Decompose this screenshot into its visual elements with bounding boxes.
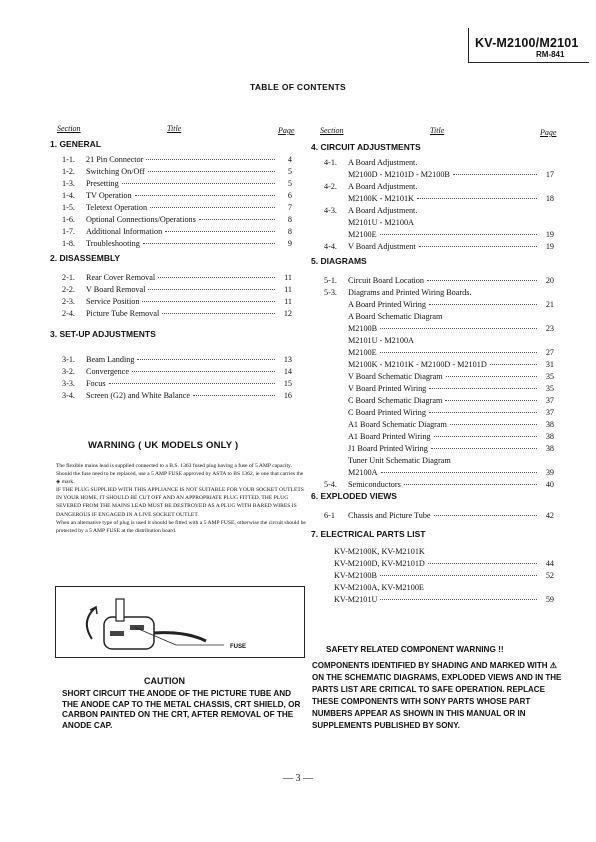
toc-entry-page: 37: [545, 408, 554, 417]
toc-entry-leader: [380, 234, 537, 235]
toc-entry-number: 5-4.: [324, 480, 337, 489]
caution-title: CAUTION: [144, 676, 185, 686]
toc-entry-label: M2101U - M2100A: [348, 218, 414, 227]
toc-entry-page: 38: [545, 432, 554, 441]
toc-entry: [62, 215, 292, 227]
left-col-page: Page: [278, 126, 295, 135]
toc-entry: [324, 372, 554, 384]
toc-title: TABLE OF CONTENTS: [249, 82, 347, 92]
toc-entry: [324, 324, 554, 336]
toc-entry-label: A Board Adjustment.: [348, 182, 418, 191]
right-col-section: Section: [320, 126, 344, 135]
toc-entry-leader: [135, 195, 275, 196]
toc-entry-number: 3-4.: [62, 391, 75, 400]
toc-entry-label: A1 Board Schematic Diagram: [348, 420, 447, 429]
toc-entry-label: M2100D - M2101D - M2100B: [348, 170, 450, 179]
section-4-list: [324, 158, 554, 254]
toc-entry-leader: [431, 448, 537, 449]
toc-entry-page: 39: [545, 468, 554, 477]
toc-entry-label: Beam Landing: [86, 355, 135, 364]
toc-entry-label: TV Operation: [86, 191, 132, 200]
toc-entry-label: V Board Schematic Diagram: [348, 372, 443, 381]
toc-entry-number: 2-3.: [62, 297, 75, 306]
toc-entry: [62, 355, 292, 367]
warning-title: WARNING ( UK MODELS ONLY ): [88, 440, 239, 451]
toc-entry-label: Service Position: [86, 297, 140, 306]
model-number: KV-M2100/M2101: [475, 36, 579, 50]
toc-entry-label: V Board Printed Wiring: [348, 384, 427, 393]
toc-entry: [324, 420, 554, 432]
toc-entry-label: Diagrams and Printed Wiring Boards.: [348, 288, 472, 297]
toc-entry-leader: [146, 159, 275, 160]
section-5-list: [324, 276, 554, 492]
section-2-title: 2. DISASSEMBLY: [50, 253, 121, 263]
toc-entry-label: C Board Schematic Diagram: [348, 396, 443, 405]
toc-entry-page: 9: [287, 239, 292, 248]
toc-entry-label: A Board Schematic Diagram: [348, 312, 443, 321]
toc-entry-leader: [158, 277, 275, 278]
toc-entry-page: 40: [545, 480, 554, 489]
section-2-list: [62, 273, 292, 321]
toc-entry: [62, 191, 292, 203]
toc-entry: [62, 227, 292, 239]
toc-entry-page: 16: [283, 391, 292, 400]
rm-number: RM-841: [536, 50, 565, 59]
safety-text: COMPONENTS IDENTIFIED BY SHADING AND MARKED WITH ⚠ ON THE SCHEMATIC DIAGRAMS, EXPLODED VIEWS AND IN THE PARTS LIST ARE CRITICAL TO SAFE OPERATION. REPLACE THESE COMPONENTS WITH SONY PARTS WHOSE PART NUMBERS APPEAR AS SHOWN IN THIS MANUAL OR IN SUPPLEMENTS PUBLISHED BY SONY.: [312, 661, 562, 730]
toc-entry-page: 5: [287, 167, 292, 176]
toc-entry: [324, 194, 554, 206]
toc-entry-page: 8: [287, 215, 292, 224]
page-number: — 3 —: [283, 773, 313, 784]
toc-entry: [324, 300, 554, 312]
toc-entry-label: 21 Pin Connector: [86, 155, 144, 164]
toc-entry-page: 11: [284, 285, 292, 294]
toc-entry-leader: [148, 171, 275, 172]
section-7-list: [324, 547, 554, 607]
toc-entry-leader: [404, 484, 537, 485]
toc-entry-leader: [199, 219, 275, 220]
toc-entry-label: M2100E: [348, 230, 377, 239]
plug-illustration: [56, 587, 304, 657]
right-col-page: Page: [540, 128, 557, 137]
toc-entry-leader: [427, 280, 537, 281]
section-3-title: 3. SET-UP ADJUSTMENTS: [50, 329, 156, 339]
toc-entry: [324, 408, 554, 420]
toc-entry-leader: [162, 313, 275, 314]
section-7-title: 7. ELECTRICAL PARTS LIST: [311, 529, 426, 539]
toc-entry-label: V Board Removal: [86, 285, 146, 294]
toc-entry-page: 8: [287, 227, 292, 236]
fuse-label: FUSE: [230, 644, 247, 650]
toc-entry-label: KV-M2100B: [334, 571, 377, 580]
toc-entry: [324, 547, 554, 559]
toc-entry: [324, 468, 554, 480]
toc-entry: [324, 170, 554, 182]
toc-entry-page: 11: [284, 297, 292, 306]
toc-entry-page: 21: [545, 300, 554, 309]
toc-entry-label: KV-M2101U: [334, 595, 378, 604]
toc-entry-page: 12: [283, 309, 292, 318]
toc-entry-number: 2-1.: [62, 273, 75, 282]
toc-entry-leader: [143, 243, 275, 244]
toc-entry-page: 37: [545, 396, 554, 405]
section-5-title: 5. DIAGRAMS: [311, 256, 367, 266]
toc-entry-leader: [148, 289, 275, 290]
toc-entry-label: Semiconductors: [348, 480, 401, 489]
toc-entry: [324, 242, 554, 254]
toc-entry: [324, 312, 554, 324]
toc-entry-page: 18: [545, 194, 554, 203]
toc-entry: [324, 571, 554, 583]
toc-entry-label: KV-M2100K, KV-M2101K: [334, 547, 425, 556]
toc-entry-leader: [428, 563, 537, 564]
toc-entry-leader: [380, 328, 537, 329]
warning-paragraph: When an alternative type of plug is used it should be fitted with a 5 AMP FUSE, otherwise the circuit should be protected by a 5 AMP FUSE at the distribution board.: [56, 519, 306, 534]
toc-entry-page: 59: [545, 595, 554, 604]
toc-entry-page: 42: [545, 511, 554, 520]
toc-entry-leader: [450, 424, 537, 425]
toc-entry: [324, 432, 554, 444]
toc-entry-page: 19: [545, 242, 554, 251]
toc-entry: [62, 391, 292, 403]
toc-entry-number: 1-1.: [62, 155, 75, 164]
toc-entry-number: 2-4.: [62, 309, 75, 318]
toc-entry-label: M2101U - M2100A: [348, 336, 414, 345]
toc-entry: [62, 367, 292, 379]
toc-entry-page: 5: [287, 179, 292, 188]
toc-entry-leader: [142, 301, 275, 302]
toc-entry-leader: [434, 515, 537, 516]
toc-entry: [62, 239, 292, 251]
toc-entry-label: M2100B: [348, 324, 378, 333]
toc-entry: [324, 444, 554, 456]
toc-entry-label: J1 Board Printed Wiring: [348, 444, 428, 453]
toc-entry-label: A1 Board Printed Wiring: [348, 432, 431, 441]
toc-entry-page: 35: [545, 372, 554, 381]
toc-entry: [324, 182, 554, 194]
toc-entry-label: A Board Adjustment.: [348, 158, 418, 167]
toc-entry-label: Rear Cover Removal: [86, 273, 156, 282]
toc-entry-label: KV-M2100A, KV-M2100E: [334, 583, 424, 592]
toc-entry-number: 2-2.: [62, 285, 75, 294]
toc-entry-page: 35: [545, 384, 554, 393]
toc-entry-leader: [122, 183, 275, 184]
toc-entry-leader: [453, 174, 537, 175]
toc-entry-leader: [417, 198, 537, 199]
toc-entry-number: 5-1.: [324, 276, 337, 285]
toc-entry: [324, 230, 554, 242]
toc-entry-label: Picture Tube Removal: [86, 309, 160, 318]
toc-entry-leader: [419, 246, 537, 247]
toc-entry: [324, 456, 554, 468]
toc-entry-leader: [380, 599, 537, 600]
toc-entry: [324, 288, 554, 300]
toc-entry: [62, 297, 292, 309]
toc-entry: [62, 273, 292, 285]
toc-entry: [324, 559, 554, 571]
section-3-list: [62, 355, 292, 403]
toc-entry-number: 6-1: [324, 511, 335, 520]
toc-entry-label: Screen (G2) and White Balance: [86, 391, 190, 400]
left-col-section: Section: [57, 124, 81, 133]
toc-entry-label: V Board Adjustment: [348, 242, 416, 251]
toc-entry-page: 6: [287, 191, 292, 200]
toc-entry-leader: [445, 400, 537, 401]
toc-entry-page: 23: [545, 324, 554, 333]
toc-entry: [62, 203, 292, 215]
toc-entry-leader: [137, 359, 275, 360]
warning-paragraph: IF THE PLUG SUPPLIED WITH THIS APPLIANCE IS NOT SUITABLE FOR YOUR SOCKET OUTLETS IN YOUR HOME, IT SHOULD BE CUT OFF AND AN APPROPRIATE PLUG FITTED. THE PLUG SEVERED FROM THE MAINS LEAD MUST BE DESTROYED AS A PLUG WITH BARED WIRES IS DANGEROUS IF ENGAGED IN A LIVE SOCKET OUTLET.: [56, 487, 304, 518]
section-1-list: [62, 155, 292, 251]
toc-entry: [324, 396, 554, 408]
toc-entry: [324, 276, 554, 288]
toc-entry: [324, 348, 554, 360]
section-6-title: 6. EXPLODED VIEWS: [311, 491, 397, 501]
toc-entry-label: Teletext Operation: [86, 203, 148, 212]
toc-entry: [324, 218, 554, 230]
toc-entry-label: Convergence: [86, 367, 130, 376]
toc-entry-label: A Board Adjustment.: [348, 206, 418, 215]
toc-entry-label: M2100A: [348, 468, 378, 477]
toc-entry: [324, 158, 554, 170]
toc-entry: [324, 206, 554, 218]
toc-entry-number: 1-8.: [62, 239, 75, 248]
toc-entry-page: 4: [287, 155, 292, 164]
toc-entry-number: 1-3.: [62, 179, 75, 188]
toc-entry-page: 31: [545, 360, 554, 369]
toc-entry: [62, 179, 292, 191]
toc-entry-page: 19: [545, 230, 554, 239]
toc-entry-label: Additional Information: [86, 227, 163, 236]
right-col-title: Title: [430, 126, 445, 135]
toc-entry: [62, 167, 292, 179]
toc-entry-leader: [380, 575, 537, 576]
toc-entry-label: M2100E: [348, 348, 377, 357]
toc-entry-label: Troubleshooting: [86, 239, 140, 248]
toc-entry: [324, 595, 554, 607]
toc-entry-page: 27: [545, 348, 554, 357]
toc-entry: [324, 336, 554, 348]
toc-entry: [62, 155, 292, 167]
toc-entry-label: KV-M2100D, KV-M2101D: [334, 559, 425, 568]
toc-entry-page: 17: [545, 170, 554, 179]
toc-entry-label: Focus: [86, 379, 106, 388]
toc-entry: [62, 309, 292, 321]
toc-entry-number: 1-6.: [62, 215, 75, 224]
toc-entry-label: M2100K - M2101K - M2100D - M2101D: [348, 360, 487, 369]
toc-entry-label: A Board Printed Wiring: [348, 300, 426, 309]
toc-entry-page: 20: [545, 276, 554, 285]
toc-entry-label: Presetting: [86, 179, 119, 188]
toc-entry-number: 5-3.: [324, 288, 337, 297]
toc-entry-leader: [490, 364, 537, 365]
toc-entry-leader: [380, 352, 537, 353]
toc-entry-number: 4-4.: [324, 242, 337, 251]
toc-entry-label: Circuit Board Location: [348, 276, 424, 285]
left-col-title: Title: [167, 124, 182, 133]
toc-entry-number: 1-5.: [62, 203, 75, 212]
toc-entry-page: 15: [283, 379, 292, 388]
safety-title: SAFETY RELATED COMPONENT WARNING !!: [326, 645, 504, 654]
warning-paragraph: The flexible mains lead is supplied connected to a B.S. 1363 fused plug having a fuse of 5 AMP capacity. Should the fuse need to be replaced, use a 5 AMP FUSE approved by ASTA to BS 1362, ie one that carries the ◈ mark.: [56, 463, 304, 486]
toc-entry-leader: [381, 472, 537, 473]
toc-entry-number: 3-3.: [62, 379, 75, 388]
toc-entry-leader: [429, 412, 537, 413]
toc-entry-leader: [165, 231, 275, 232]
warning-text: [56, 462, 306, 535]
toc-entry-page: 52: [545, 571, 554, 580]
toc-entry-page: 13: [283, 355, 292, 364]
toc-entry: [324, 511, 554, 523]
toc-entry-leader: [434, 436, 537, 437]
plug-illustration-box: [55, 586, 305, 658]
toc-entry: [324, 360, 554, 372]
toc-entry: [62, 379, 292, 391]
toc-entry-leader: [446, 376, 537, 377]
section-6-list: [324, 511, 554, 523]
toc-entry-label: Tuner Unit Schematic Diagram: [348, 456, 451, 465]
toc-entry-number: 1-7.: [62, 227, 75, 236]
toc-entry-label: Switching On/Off: [86, 167, 145, 176]
toc-entry-label: Chassis and Picture Tube: [348, 511, 431, 520]
toc-entry-page: 38: [545, 420, 554, 429]
section-1-title: 1. GENERAL: [50, 139, 102, 149]
toc-entry-page: 7: [287, 203, 292, 212]
toc-entry-leader: [109, 383, 275, 384]
toc-entry-leader: [132, 371, 275, 372]
caution-text: SHORT CIRCUIT THE ANODE OF THE PICTURE TUBE AND THE ANODE CAP TO THE METAL CHASSIS, CRT SHIELD, OR CARBON PAINTED ON THE CRT, AFTER REMOVAL OF THE ANODE CAP.: [62, 689, 301, 730]
toc-entry-label: C Board Printed Wiring: [348, 408, 426, 417]
toc-entry-number: 3-2.: [62, 367, 75, 376]
toc-entry-label: Optional Connections/Operations: [86, 215, 196, 224]
toc-entry: [324, 384, 554, 396]
toc-entry-number: 4-2.: [324, 182, 337, 191]
toc-entry-leader: [150, 207, 275, 208]
toc-entry-leader: [429, 304, 537, 305]
toc-entry-number: 3-1.: [62, 355, 75, 364]
toc-entry: [324, 583, 554, 595]
toc-entry-leader: [193, 395, 275, 396]
toc-entry-page: 14: [283, 367, 292, 376]
toc-entry-page: 11: [284, 273, 292, 282]
toc-entry-page: 44: [545, 559, 554, 568]
toc-entry-number: 1-2.: [62, 167, 75, 176]
section-4-title: 4. CIRCUIT ADJUSTMENTS: [311, 142, 421, 152]
toc-entry-page: 38: [545, 444, 554, 453]
toc-entry-number: 1-4.: [62, 191, 75, 200]
toc-entry-label: M2100K - M2101K: [348, 194, 414, 203]
toc-entry: [62, 285, 292, 297]
toc-entry-leader: [429, 388, 537, 389]
toc-entry-number: 4-3.: [324, 206, 337, 215]
toc-entry-number: 4-1.: [324, 158, 337, 167]
